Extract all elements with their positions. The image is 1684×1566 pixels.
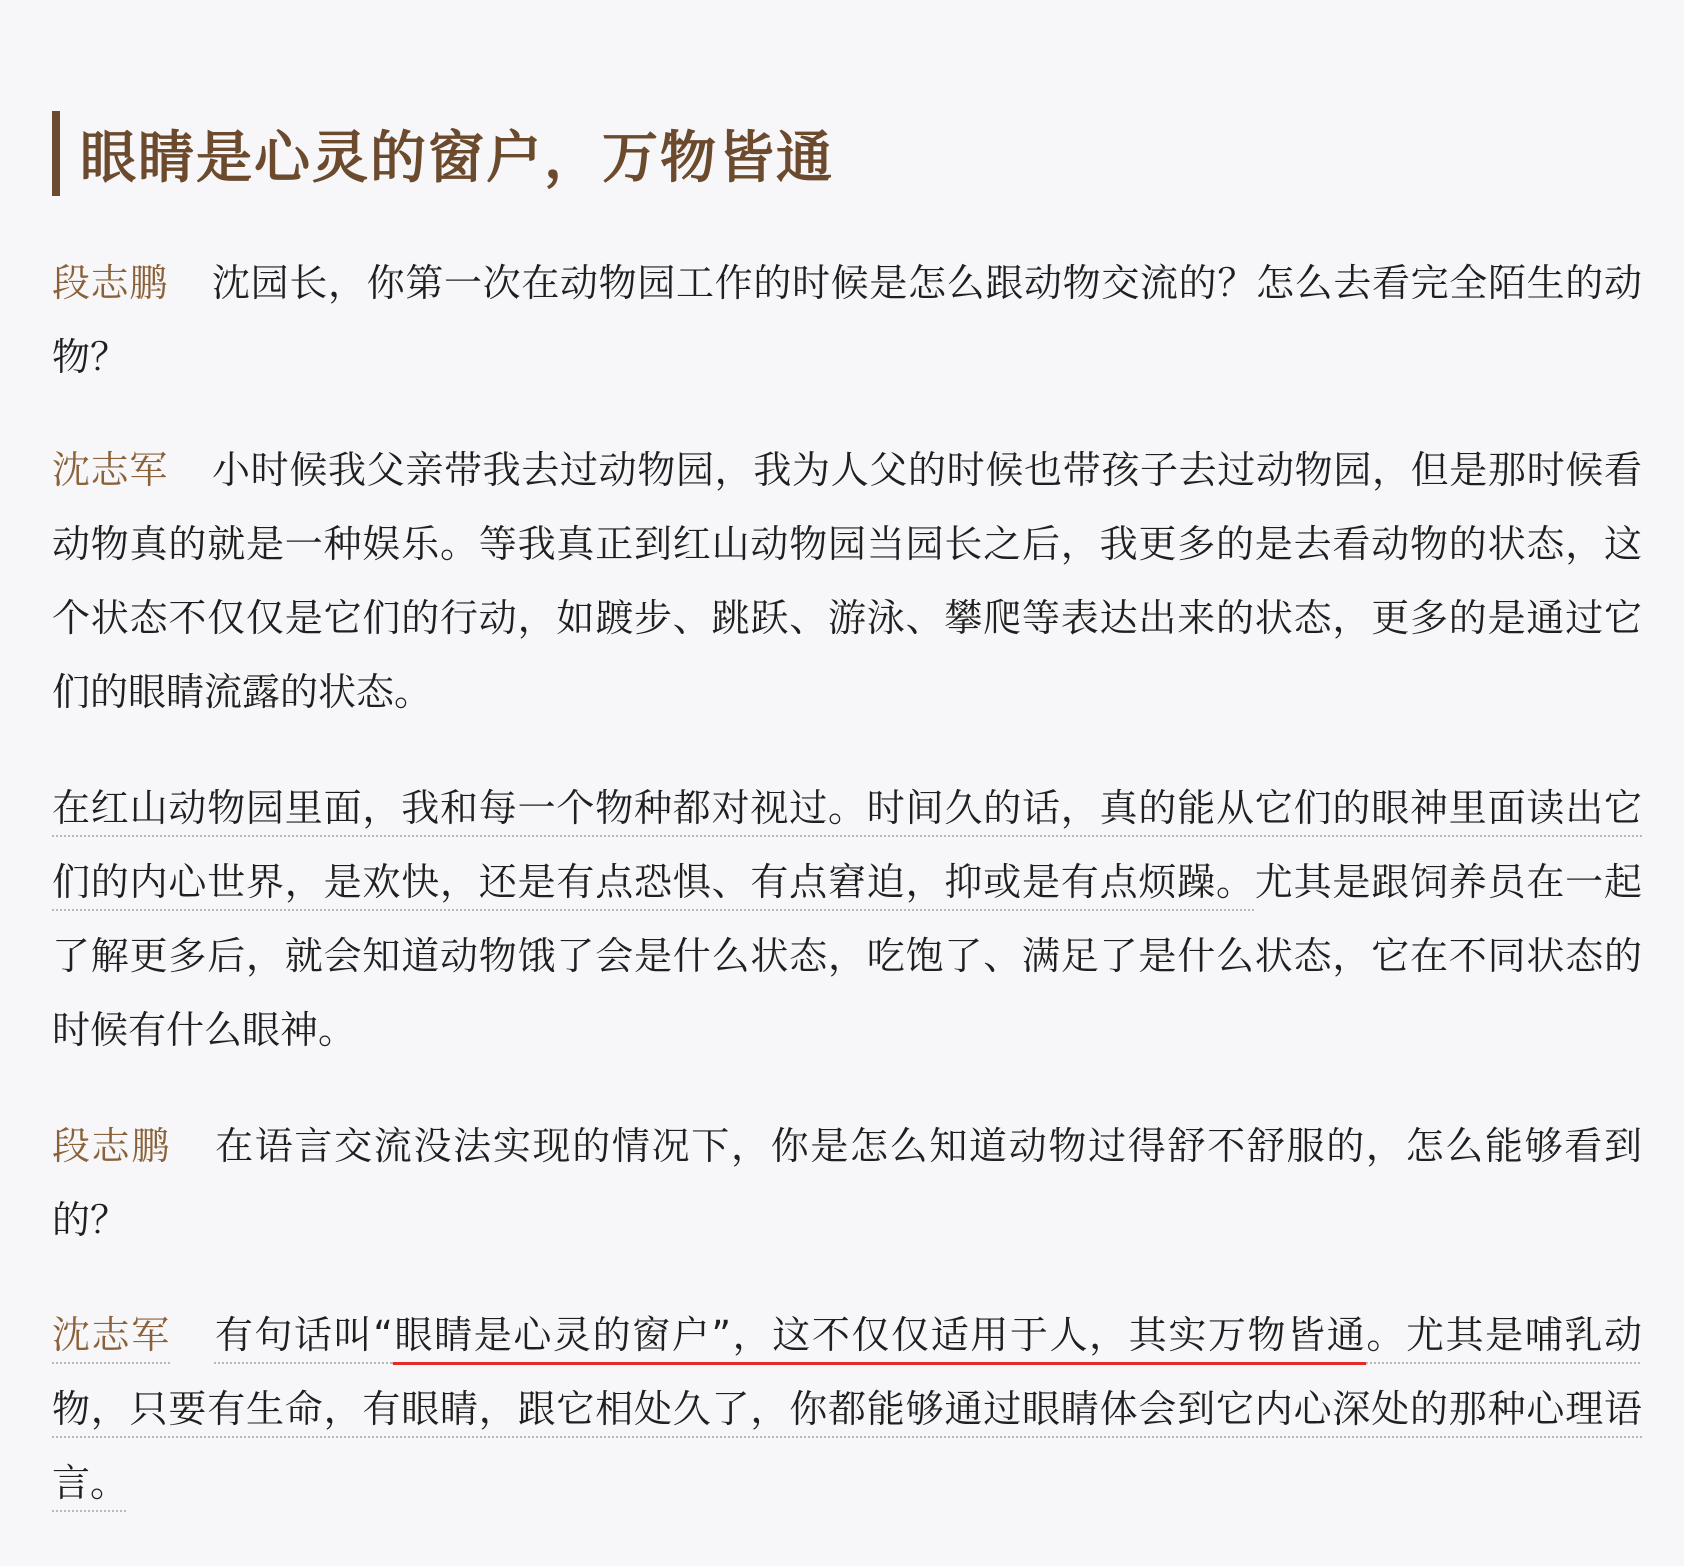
paragraph-text[interactable]: 尤其是跟饲养员在一起了解更多后，就会知道动物饿了会是什么状态，吃饱了、满足了是什么状态，它在不同状态的时候有什么眼神。 <box>52 860 1642 1052</box>
section-heading-text: 眼睛是心灵的窗户，万物皆通 <box>80 124 834 191</box>
red-underlined-text: 眼睛是心灵的窗户”，这不仅仅适用于人，其实万物皆通 <box>392 1313 1367 1357</box>
paragraph-text-before: 有句话叫“ <box>214 1313 393 1357</box>
dialogue-paragraph <box>52 433 1642 729</box>
dialogue-paragraph <box>52 246 1642 394</box>
speaker-name: 段志鹏 <box>52 261 168 305</box>
speaker-name: 沈志军 <box>52 1313 171 1357</box>
dialogue-paragraph <box>52 1109 1642 1257</box>
paragraph-text[interactable]: 小时候我父亲带我去过动物园，我为人父的时候也带孩子去过动物园，但是那时候看动物真的就是一种娱乐。等我真正到红山动物园当园长之后，我更多的是去看动物的状态，这个状态不仅仅是它们的行动，如踱步、跳跃、游泳、攀爬等表达出来的状态，更多的是通过它们的眼睛流露的状态。 <box>52 448 1642 714</box>
paragraph-text[interactable]: 在语言交流没法实现的情况下，你是怎么知道动物过得舒不舒服的，怎么能够看到的？ <box>52 1124 1642 1242</box>
paragraph-text[interactable]: 沈园长，你第一次在动物园工作的时候是怎么跟动物交流的？怎么去看完全陌生的动物？ <box>52 261 1642 379</box>
speaker-name: 沈志军 <box>52 448 168 492</box>
dialogue-paragraph <box>52 771 1642 1067</box>
annotated-text[interactable]: 在红山动物园里面，我和每一个物种都对视过。时间久的话，真的能从它们的眼神里面读出它们的内心世界，是欢快，还是有点恐惧、有点窘迫，抑或是有点烦躁。 <box>52 786 1642 904</box>
dialogue-paragraph <box>52 1298 1642 1520</box>
annotated-block[interactable] <box>52 1313 1642 1505</box>
speaker-name: 段志鹏 <box>52 1124 172 1168</box>
section-heading <box>52 111 834 196</box>
paragraph-text-after: 。尤其是哺乳动物，只要有生命，有眼睛，跟它相处久了，你都能够通过眼睛体会到它内心深处的那种心理语言。 <box>52 1313 1642 1505</box>
